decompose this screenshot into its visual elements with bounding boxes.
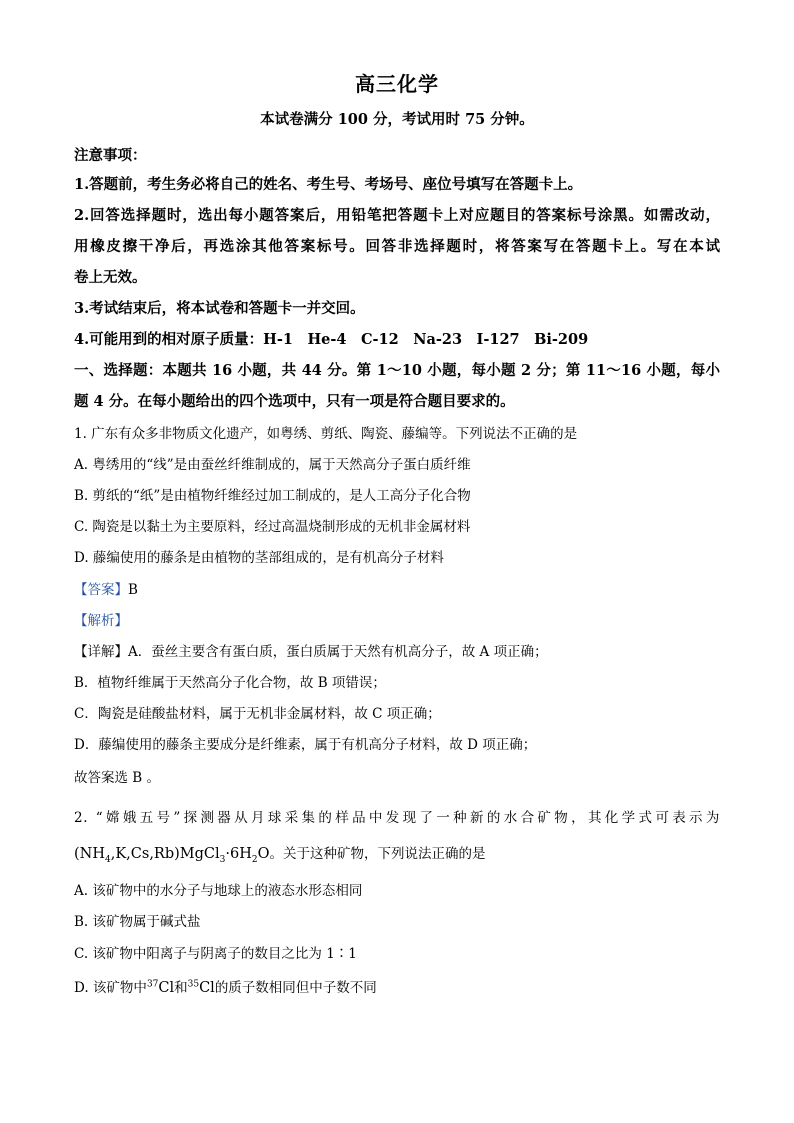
page-title: 高三化学 bbox=[355, 72, 439, 96]
notice-item-3: 3.考试结束后，将本试卷和答题卡一并交回。 bbox=[74, 300, 365, 317]
section-1-line-1: 一、选择题：本题共 16 小题，共 44 分。第 1～10 小题，每小题 2 分；第 11～16 小题，每小 bbox=[74, 362, 720, 379]
q1-stem: 1. 广东有众多非物质文化遗产，如粤绣、剪纸、陶瓷、藤编等。下列说法不正确的是 bbox=[74, 426, 578, 442]
q2-stem-line-2: $(NH_4,K,Cs,Rb)MgCl_3\cdot 6H_2O$。关于这种矿物，下列说法正确的是 bbox=[74, 846, 486, 865]
notice-item-4: 4.可能用到的相对原子质量：H-1 He-4 C-12 Na-23 I-127 Bi-209 bbox=[74, 331, 589, 348]
notice-item-2-line-3: 卷上无效。 bbox=[74, 269, 147, 286]
q1-answer bbox=[74, 578, 138, 598]
answer-value: B bbox=[128, 582, 138, 598]
q2-option-a: A. 该矿物中的水分子与地球上的液态水形态相同 bbox=[74, 883, 363, 899]
q2-option-b: B. 该矿物属于碱式盐 bbox=[74, 914, 201, 930]
q2-option-d: D. 该矿物中$^{37}$Cl和$^{35}$Cl的质子数相同但中子数不同 bbox=[74, 979, 377, 996]
notice-item-2-line-2: 用橡皮擦干净后，再选涂其他答案标号。回答非选择题时，将答案写在答题卡上。写在本试 bbox=[74, 238, 720, 255]
q1-detail-4: D．藤编使用的藤条主要成分是纤维素，属于有机高分子材料，故 D 项正确； bbox=[74, 737, 537, 753]
q1-option-b: B. 剪纸的“纸”是由植物纤维经过加工制成的，是人工高分子化合物 bbox=[74, 488, 471, 504]
q1-option-d: D. 藤编使用的藤条是由植物的茎部组成的，是有机高分子材料 bbox=[74, 550, 444, 566]
notice-heading: 注意事项： bbox=[74, 147, 147, 164]
notice-item-1: 1.答题前，考生务必将自己的姓名、考生号、考场号、座位号填写在答题卡上。 bbox=[74, 176, 583, 193]
q1-option-c: C. 陶瓷是以黏土为主要原料，经过高温烧制形成的无机非金属材料 bbox=[74, 519, 471, 535]
q1-option-a: A. 粤绣用的“线”是由蚕丝纤维制成的，属于天然高分子蛋白质纤维 bbox=[74, 457, 471, 473]
mineral-formula: $(NH_4,K,Cs,Rb)MgCl_3\cdot 6H_2O$ bbox=[74, 846, 270, 865]
notice-item-2-line-1: 2.回答选择题时，选出每小题答案后，用铅笔把答题卡上对应题目的答案标号涂黑。如需改动， bbox=[74, 207, 720, 224]
section-1-line-2: 题 4 分。在每小题给出的四个选项中，只有一项是符合题目要求的。 bbox=[74, 393, 515, 410]
q1-analysis-label: 【解析】 bbox=[74, 613, 128, 629]
q1-detail-2: B．植物纤维属于天然高分子化合物，故 B 项错误； bbox=[74, 675, 386, 691]
q2-stem-line-1: 2. “嫦娥五号”探测器从月球采集的样品中发现了一种新的水合矿物，其化学式可表示为 bbox=[74, 810, 720, 826]
answer-label: 【答案】 bbox=[74, 582, 128, 598]
q1-detail-1: 【详解】A．蚕丝主要含有蛋白质，蛋白质属于天然有机高分子，故 A 项正确； bbox=[74, 644, 548, 660]
q2-option-c: C. 该矿物中阳离子与阴离子的数目之比为 1∶1 bbox=[74, 946, 357, 962]
q1-conclusion: 故答案选 B 。 bbox=[74, 770, 161, 786]
exam-subtitle: 本试卷满分 100 分，考试用时 75 分钟。 bbox=[260, 111, 534, 128]
q1-detail-3: C．陶瓷是硅酸盐材料，属于无机非金属材料，故 C 项正确； bbox=[74, 706, 441, 722]
